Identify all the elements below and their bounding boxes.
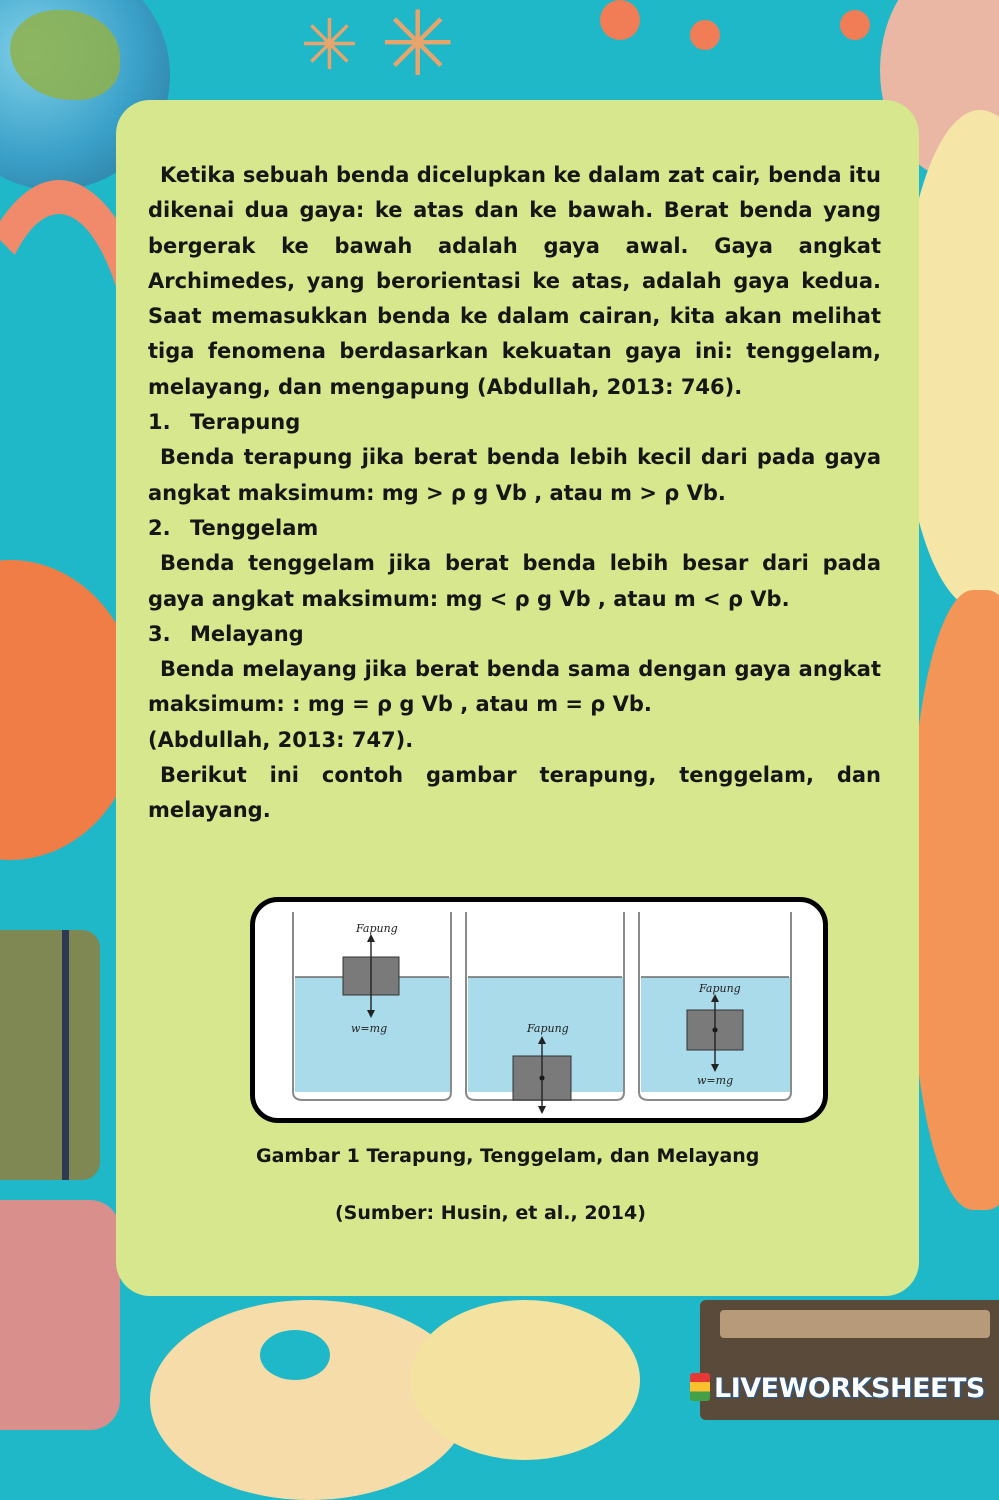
bag-decoration (0, 930, 100, 1180)
melayang-paragraph: Benda melayang jika berat benda sama dengan gaya angkat maksimum: : mg = ρ g Vb , atau m = ρ Vb. (148, 657, 881, 717)
f-apung-label: Fapung (527, 1022, 569, 1035)
palette-hole-decoration (260, 1330, 330, 1380)
figure-source: (Sumber: Husin, et al., 2014) (335, 1202, 646, 1224)
beaker-sinking (466, 912, 624, 1114)
figure-caption: Gambar 1 Terapung, Tenggelam, dan Melayang (256, 1145, 760, 1167)
list-item-terapung (148, 405, 881, 440)
dot-decoration (840, 10, 870, 40)
list-title: Terapung (190, 410, 301, 435)
w-mg-label: w=mg (697, 1074, 734, 1087)
list-item-tenggelam (148, 511, 881, 546)
intro-paragraph: Ketika sebuah benda dicelupkan ke dalam zat cair, benda itu dikenai dua gaya: ke atas dan ke bawah. Berat benda yang bergerak ke bawah adalah gaya awal. Gaya angkat Archimedes, yang berorientasi ke atas, adalah gaya kedua. Saat memasukkan benda ke dalam cairan, kita akan melihat tiga fenomena berdasarkan kekuatan gaya ini: tenggelam, melayang, dan mengapung (Abdullah, 2013: 746). (148, 163, 881, 399)
buoyancy-diagram (255, 902, 823, 1118)
watermark (690, 1373, 990, 1413)
dot-decoration (600, 0, 640, 40)
list-number: 2. (148, 515, 171, 540)
beaker-floating (293, 912, 451, 1100)
list-title: Melayang (190, 621, 304, 646)
tenggelam-paragraph: Benda tenggelam jika berat benda lebih besar dari pada gaya angkat maksimum: mg < ρ g Vb , atau m < ρ Vb. (148, 551, 881, 611)
star-icon: ✳ (380, 0, 456, 97)
bag-strap-decoration (62, 930, 69, 1180)
buoyancy-figure (250, 897, 828, 1123)
orange-blob-right (910, 590, 999, 1210)
list-title: Tenggelam (190, 515, 319, 540)
books-decoration (720, 1310, 990, 1338)
terapung-paragraph: Benda terapung jika berat benda lebih kecil dari pada gaya angkat maksimum: mg > ρ g Vb , atau m > ρ Vb. (148, 445, 881, 505)
w-mg-label: w=mg (351, 1022, 388, 1035)
f-apung-label: Fapung (356, 922, 398, 935)
content-body (148, 158, 881, 829)
list-number: 3. (148, 621, 171, 646)
beaker-suspended (639, 912, 791, 1100)
star-icon: ✳ (300, 4, 359, 86)
f-apung-label: Fapung (699, 982, 741, 995)
paint-decoration (410, 1300, 640, 1460)
list-item-melayang (148, 617, 881, 652)
dot-decoration (690, 20, 720, 50)
liveworksheets-logo-icon (690, 1373, 710, 1401)
closing-paragraph: Berikut ini contoh gambar terapung, tenggelam, dan melayang. (148, 763, 881, 823)
list-number: 1. (148, 410, 171, 435)
watermark-text: LIVEWORKSHEETS (714, 1373, 985, 1404)
backpack-decoration (0, 1200, 120, 1430)
melayang-citation: (Abdullah, 2013: 747). (148, 727, 414, 752)
